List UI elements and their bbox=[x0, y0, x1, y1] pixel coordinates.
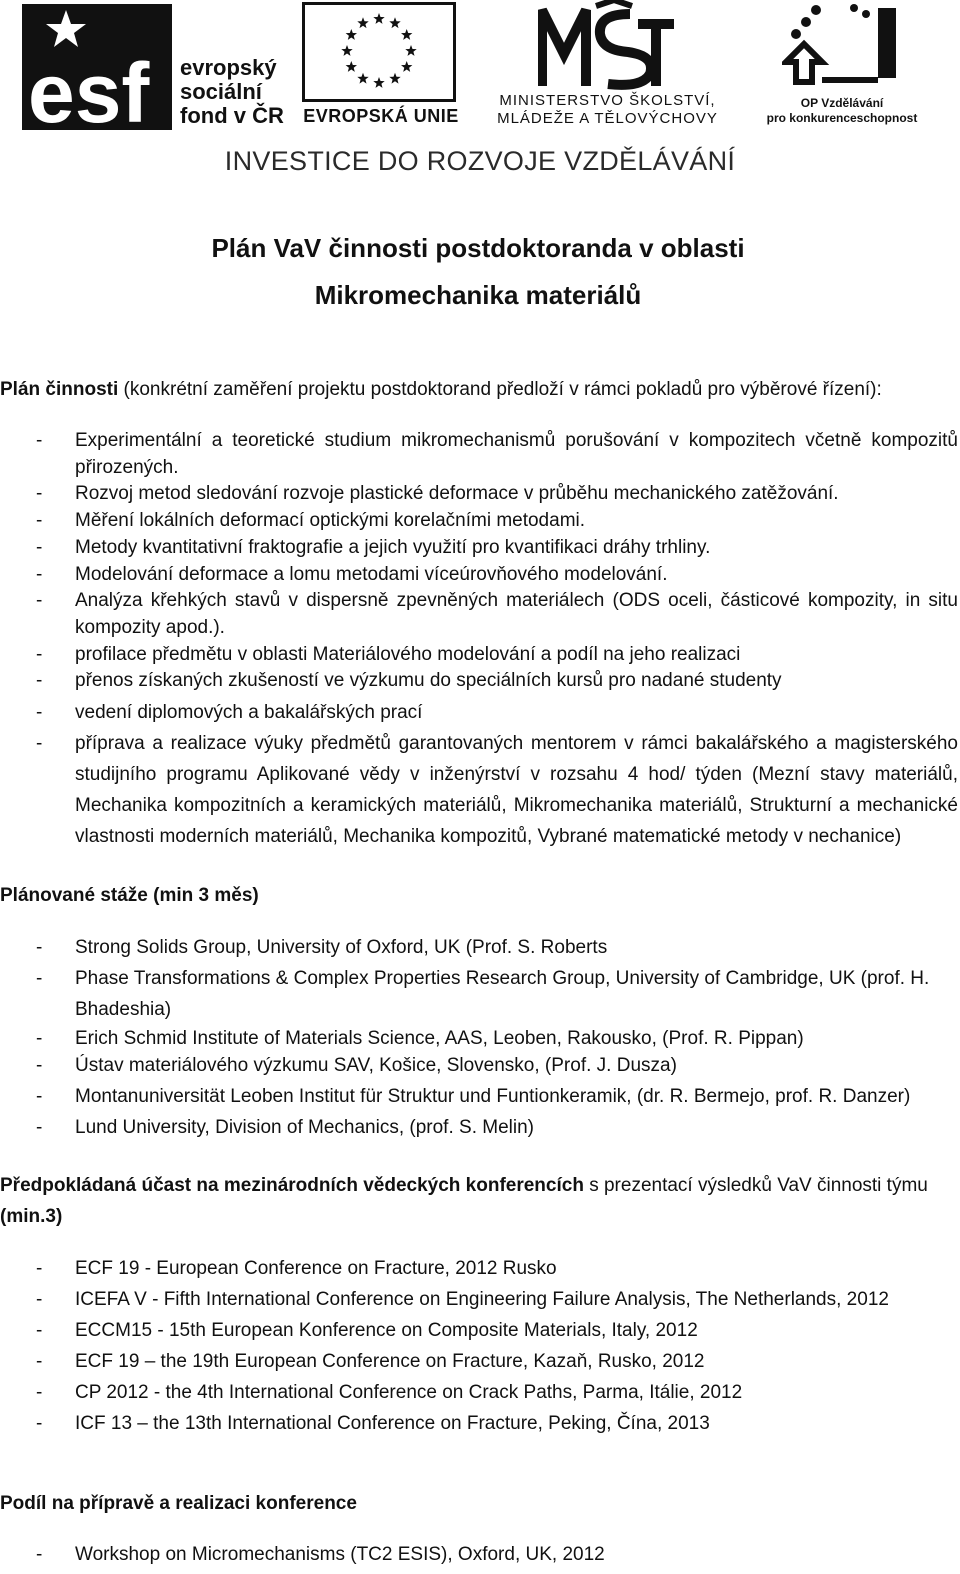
list-dash: - bbox=[36, 1382, 43, 1403]
list-item bbox=[0, 481, 958, 508]
msmt-line-1: MINISTERSTVO ŠKOLSTVÍ, bbox=[499, 92, 716, 109]
eu-label: EVROPSKÁ UNIE bbox=[303, 106, 459, 126]
list-item bbox=[0, 1253, 958, 1284]
list-item-text: ICF 13 – the 13th International Conference on Fracture, Peking, Čína, 2013 bbox=[75, 1413, 710, 1434]
podil-list bbox=[0, 1539, 958, 1570]
list-item bbox=[0, 1112, 958, 1143]
list-item-text: ECF 19 – the 19th European Conference on Fracture, Kazaň, Rusko, 2012 bbox=[75, 1351, 705, 1372]
list-item bbox=[0, 508, 958, 535]
msmt-monogram-icon bbox=[538, 0, 678, 90]
esf-logo-text bbox=[180, 56, 284, 128]
plan-list-a bbox=[0, 428, 958, 695]
esf-logo bbox=[22, 4, 292, 134]
msmt-line-2: MLÁDEŽE A TĚLOVÝCHOVY bbox=[497, 110, 718, 127]
list-item-text: ECCM15 - 15th European Konference on Composite Materials, Italy, 2012 bbox=[75, 1320, 698, 1341]
list-item-text: Montanuniversität Leoben Institut für Struktur und Funtionkeramik, (dr. R. Bermejo, prof. R. Danzer) bbox=[75, 1086, 911, 1107]
eu-stars-icon bbox=[305, 5, 453, 99]
op-line-2: pro konkurenceschopnost bbox=[766, 111, 918, 125]
podil-heading bbox=[0, 1488, 958, 1519]
list-dash: - bbox=[36, 536, 43, 558]
eu-star-icon bbox=[373, 13, 384, 24]
esf-line-2: sociální bbox=[180, 79, 262, 104]
list-dash: - bbox=[36, 1413, 43, 1434]
eu-star-icon bbox=[346, 29, 357, 40]
list-item bbox=[0, 535, 958, 562]
list-item bbox=[0, 932, 958, 963]
list-dash: - bbox=[36, 1289, 43, 1310]
list-item-text: Modelování deformace a lomu metodami víceúrovňového modelování. bbox=[75, 563, 668, 585]
eu-star-icon bbox=[357, 73, 368, 84]
konference-heading-bold: Předpokládaná účast na mezinárodních vědeckých konferencích bbox=[0, 1175, 584, 1196]
list-item-text: Metody kvantitativní fraktografie a jejich využití pro kvantifikaci dráhy trhliny. bbox=[75, 536, 711, 558]
list-dash: - bbox=[36, 483, 43, 505]
esf-line-1: evropský bbox=[180, 55, 277, 80]
list-dash: - bbox=[36, 1351, 43, 1372]
konference-heading-line-2: (min.3) bbox=[0, 1206, 63, 1227]
eu-star-icon bbox=[373, 77, 384, 88]
eu-flag-frame bbox=[302, 2, 456, 102]
eu-star-icon bbox=[346, 61, 357, 72]
list-item-text: Workshop on Micromechanisms (TC2 ESIS), Oxford, UK, 2012 bbox=[75, 1544, 605, 1565]
list-dash: - bbox=[36, 1258, 43, 1279]
esf-mark-icon bbox=[22, 4, 172, 130]
list-dash: - bbox=[36, 733, 43, 754]
op-line-1: OP Vzdělávání bbox=[800, 96, 884, 110]
eu-star-icon bbox=[357, 17, 368, 28]
list-item bbox=[0, 1053, 958, 1080]
list-item-text: Experimentální a teoretické studium mikromechanismů porušování v kompozitech včetně kompozitů přirozených. bbox=[75, 430, 958, 478]
podil-heading-text: Podíl na přípravě a realizaci konference bbox=[0, 1493, 357, 1514]
list-dash: - bbox=[36, 510, 43, 532]
list-item bbox=[0, 1346, 958, 1377]
konference-heading bbox=[0, 1170, 958, 1232]
list-item-text: Strong Solids Group, University of Oxford, UK (Prof. S. Roberts bbox=[75, 937, 608, 958]
eu-star-icon bbox=[401, 61, 412, 72]
page-title-line-1: Plán VaV činnosti postdoktoranda v oblasti bbox=[211, 233, 745, 263]
list-item-text: CP 2012 - the 4th International Conference on Crack Paths, Parma, Itálie, 2012 bbox=[75, 1382, 743, 1403]
page-title-line-2: Mikromechanika materiálů bbox=[314, 280, 642, 310]
list-item bbox=[0, 1081, 958, 1112]
list-item bbox=[0, 1315, 958, 1346]
esf-line-3: fond v ČR bbox=[180, 103, 284, 128]
list-dash: - bbox=[36, 670, 43, 692]
list-item-text: Erich Schmid Institute of Materials Science, AAS, Leoben, Rakousko, (Prof. R. Pippan) bbox=[75, 1028, 804, 1049]
list-item bbox=[0, 728, 958, 852]
list-item-text: vedení diplomových a bakalářských prací bbox=[75, 702, 423, 723]
list-item bbox=[0, 697, 958, 728]
plan-heading-bold: Plán činnosti bbox=[0, 379, 119, 400]
op-mark-icon bbox=[782, 0, 902, 92]
list-item-text: Měření lokálních deformací optickými korelačními metodami. bbox=[75, 510, 586, 532]
list-item-text: přenos získaných zkušeností ve výzkumu do speciálních kursů pro nadané studenty bbox=[75, 670, 782, 692]
list-item bbox=[0, 668, 958, 695]
list-dash: - bbox=[36, 1086, 43, 1107]
list-dash: - bbox=[36, 643, 43, 665]
list-dash: - bbox=[36, 1054, 43, 1076]
list-dash: - bbox=[36, 1320, 43, 1341]
svg-text:esf: esf bbox=[28, 46, 150, 130]
list-item-text: profilace předmětu v oblasti Materiálového modelování a podíl na jeho realizaci bbox=[75, 643, 741, 665]
list-item-text: ECF 19 - European Conference on Fracture, 2012 Rusko bbox=[75, 1258, 557, 1279]
eu-star-icon bbox=[341, 45, 352, 56]
konference-heading-rest: s prezentací výsledků VaV činnosti týmu bbox=[583, 1175, 928, 1196]
list-item-text: Ústav materiálového výzkumu SAV, Košice, Slovensko, (Prof. J. Dusza) bbox=[75, 1054, 677, 1076]
list-dash: - bbox=[36, 1544, 43, 1565]
list-dash: - bbox=[36, 430, 43, 451]
list-item bbox=[0, 642, 958, 669]
list-dash: - bbox=[36, 590, 43, 612]
list-item-text: Lund University, Division of Mechanics, (prof. S. Melin) bbox=[75, 1117, 534, 1138]
list-item bbox=[0, 1539, 958, 1570]
list-item bbox=[0, 588, 958, 641]
staze-heading bbox=[0, 880, 958, 911]
list-item-text: Rozvoj metod sledování rozvoje plastické deformace v průběhu mechanického zatěžování. bbox=[75, 483, 839, 505]
plan-heading-rest: (konkrétní zaměření projektu postdoktorand předloží v rámci pokladů pro výběrové řízení): bbox=[118, 379, 882, 400]
list-item-text: Phase Transformations & Complex Properties Research Group, University of Cambridge, UK (prof. H. Bhadeshia) bbox=[75, 968, 930, 1020]
list-item-text: ICEFA V - Fifth International Conference on Engineering Failure Analysis, The Netherlands, 2012 bbox=[75, 1289, 889, 1310]
staze-list-end bbox=[0, 1081, 958, 1143]
list-item bbox=[0, 963, 958, 1025]
konference-list bbox=[0, 1253, 958, 1439]
eu-star-icon bbox=[401, 29, 412, 40]
plan-list-b bbox=[0, 697, 958, 852]
eu-star-icon bbox=[405, 45, 416, 56]
list-dash: - bbox=[36, 937, 43, 958]
msmt-logo-text bbox=[470, 92, 745, 128]
staze-list bbox=[0, 932, 958, 1025]
list-dash: - bbox=[36, 1117, 43, 1138]
op-logo bbox=[752, 0, 932, 135]
list-item bbox=[0, 562, 958, 589]
list-dash: - bbox=[36, 702, 43, 723]
list-item bbox=[0, 1377, 958, 1408]
list-dash: - bbox=[36, 1028, 43, 1049]
list-item bbox=[0, 1284, 958, 1315]
eu-star-icon bbox=[389, 17, 400, 28]
list-item bbox=[0, 1408, 958, 1439]
list-item bbox=[0, 428, 958, 481]
list-dash: - bbox=[36, 563, 43, 585]
list-item bbox=[0, 1026, 958, 1053]
investice-slogan: INVESTICE DO ROZVOJE VZDĚLÁVÁNÍ bbox=[224, 146, 736, 176]
list-item-text: příprava a realizace výuky předmětů garantovaných mentorem v rámci bakalářského a magisterského studijního programu Aplikované vědy v inženýrství v rozsahu 4 hod/ týden (Mezní stavy materiálů, Mechanika kompozitních a keramických materiálů, Mikromechanika materiálů, Strukturní a mechanické vlastnosti moderních materiálů, Mechanika kompozitů, Vybrané matematické metody v nechanice) bbox=[75, 733, 958, 847]
logo-header bbox=[0, 0, 960, 190]
op-logo-text bbox=[752, 96, 932, 126]
plan-heading bbox=[0, 374, 958, 405]
list-item-text: Analýza křehkých stavů v dispersně zpevněných materiálech (ODS oceli, částicové kompozity, in situ kompozity apod.). bbox=[75, 590, 958, 638]
eu-logo bbox=[300, 0, 462, 130]
list-dash: - bbox=[36, 968, 43, 989]
staze-heading-text: Plánované stáže (min 3 měs) bbox=[0, 885, 259, 906]
eu-star-icon bbox=[389, 73, 400, 84]
msmt-logo bbox=[470, 0, 745, 135]
staze-list-cont bbox=[0, 1026, 958, 1079]
